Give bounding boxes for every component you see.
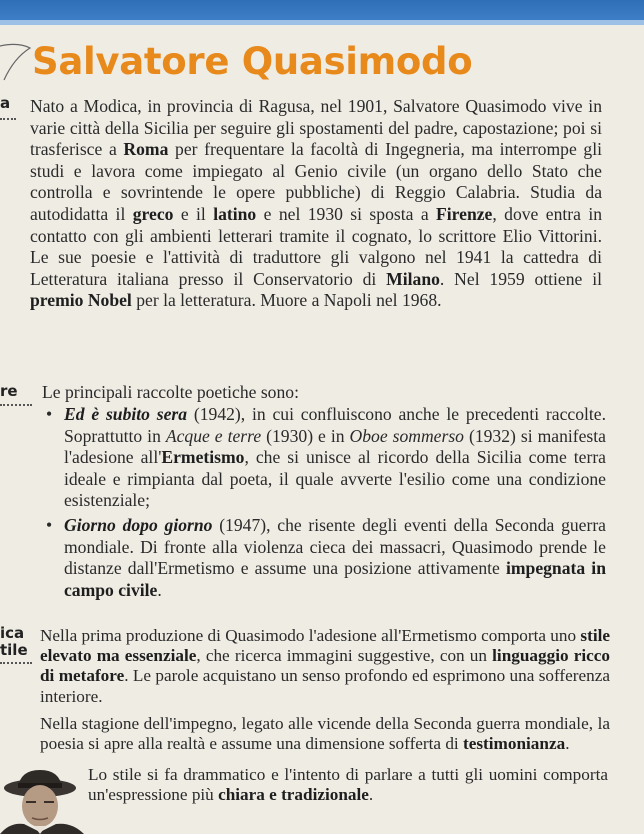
list-item: • Giorno dopo giorno (1947), che risente degli eventi della Seconda guerra mondiale. Di fronte alla violenza cieca dei massacri, Quasimodo prende le distanze dall'Ermetismo e assume una posizione attivamente impegnata in campo civile. (46, 514, 606, 600)
style-paragraph-dramatic: Lo stile si fa drammatico e l'intento di parlare a tutti gli uomini comporta un'espressione più chiara e tradizionale. (88, 765, 608, 805)
list-item: • Ed è subito sera (1942), in cui confluiscono anche le precedenti raccolte. Soprattutto in Acque e terre (1930) e in Oboe sommerso (1932) si manifesta l'adesione all'Ermetismo, che si unisce al ricordo della Sicilia come terra ideale e rimpianta dal poeta, il quale avverte l'esilio come una condizione esistenziale; (46, 404, 606, 511)
side-tab-label: tile (0, 641, 28, 659)
style-paragraph-hermetic: Nella prima produzione di Quasimodo l'adesione all'Ermetismo comporta uno stile elevato ma essenziale, che ricerca immagini suggestive, con un linguaggio ricco di metafore. Le parole acquistano un senso profondo ed esprimono una sofferenza interiore. (40, 626, 610, 706)
author-portrait-image (0, 766, 84, 834)
side-tab-label: ica (0, 624, 25, 642)
side-tab-divider (0, 404, 32, 408)
side-tab-divider (0, 662, 32, 666)
page-curl-decoration (0, 42, 34, 82)
biography-paragraph: Nato a Modica, in provincia di Ragusa, nel 1901, Salvatore Quasimodo vive in varie città della Sicilia per seguire gli spostamenti del padre, capostazione; poi si trasferisce a Roma per frequentare la facoltà di Ingegneria, ma interrompe gli studi e lavora come impiegato al Genio civile (un organo dello Stato che controlla e sovrintende le opere pubbliche) di Reggio Calabria. Studia da autodidatta il greco e il latino e nel 1930 si sposta a Firenze, dove entra in contatto con gli ambienti letterari tramite il cognato, lo scrittore Elio Vittorini. Le sue poesie e l'attività di traduttore gli valgono nel 1941 la cattedra di Letteratura italiana presso il Conservatorio di Milano. Nel 1959 ottiene il premio Nobel per la letteratura. Muore a Napoli nel 1968. (30, 96, 603, 311)
bullet-icon: • (46, 404, 53, 424)
page-title: Salvatore Quasimodo (32, 40, 473, 83)
side-tab-label: a (0, 94, 11, 112)
side-tab-label: re (0, 382, 18, 400)
side-tab-divider (0, 118, 16, 122)
collections-intro: Le principali raccolte poetiche sono: (42, 382, 299, 402)
bullet-icon: • (46, 514, 53, 535)
collections-list (42, 404, 606, 601)
top-color-band-light (0, 20, 644, 25)
top-color-band (0, 0, 644, 20)
style-paragraph-engagement: Nella stagione dell'impegno, legato alle vicende della Seconda guerra mondiale, la poesia si apre alla realtà e assume una dimensione sofferta di testimonianza. (40, 714, 610, 754)
